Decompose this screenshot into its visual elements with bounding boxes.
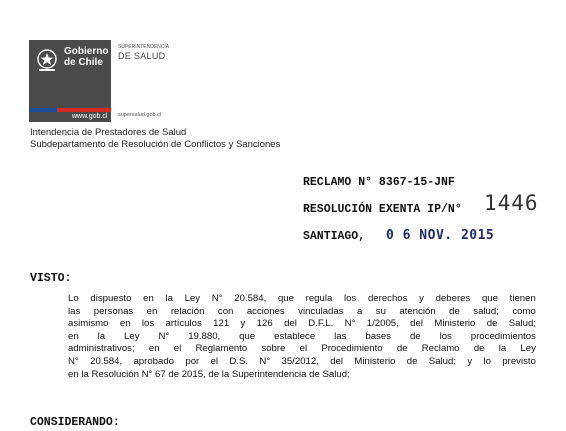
visto-line: asimismo en los artículos 121 y 126 del D.F.L. N° 1/2005, del Ministerio de Salud; bbox=[68, 318, 536, 330]
visto-line: las personas en relación con acciones vinculadas a su atención de salud; como bbox=[68, 305, 536, 317]
visto-line: N° 20.584, aprobado por el D.S. N° 35/2012, del Ministerio de Salud; y lo previsto bbox=[68, 355, 536, 367]
visto-line: en la Ley N° 19.880, que establece las bases de los procedimientos bbox=[68, 330, 536, 342]
logo-line-2: de Chile bbox=[64, 57, 103, 68]
considerando-heading: CONSIDERANDO: bbox=[30, 416, 120, 429]
coat-of-arms-icon bbox=[33, 46, 61, 74]
reclamo-number: RECLAMO N° 8367-15-JNF bbox=[303, 176, 455, 189]
visto-line: administrativos; en el Reglamento sobre el Procedimiento de Reclamo de la Ley bbox=[68, 343, 536, 355]
santiago-label: SANTIAGO, bbox=[303, 230, 366, 243]
visto-line: en la Resolución N° 67 de 2015, de la Superintendencia de Salud; bbox=[68, 368, 350, 380]
superintendencia-label: SUPERINTENDENCIA bbox=[118, 44, 170, 50]
date-stamp: 0 6 NOV. 2015 bbox=[386, 228, 495, 243]
visto-paragraph bbox=[68, 293, 536, 381]
superintendencia-name: DE SALUD bbox=[118, 51, 166, 61]
visto-line: Lo dispuesto en la Ley N° 20.584, que regula los derechos y deberes que tienen bbox=[68, 293, 536, 304]
logo-url: www.gob.cl bbox=[69, 112, 110, 122]
gobierno-de-chile-logo bbox=[29, 40, 111, 122]
intendencia-line: Intendencia de Prestadores de Salud bbox=[30, 127, 187, 138]
resolucion-number-handwritten: 1446 bbox=[484, 191, 539, 215]
visto-heading: VISTO: bbox=[30, 272, 72, 285]
superintendencia-url: supersalud.gob.cl bbox=[118, 112, 162, 118]
logo-line-1: Gobierno bbox=[64, 46, 109, 57]
subdepartamento-line: Subdepartamento de Resolución de Conflictos y Sanciones bbox=[30, 139, 281, 150]
resolucion-label: RESOLUCIÓN EXENTA IP/N° bbox=[303, 203, 462, 216]
logo-wordmark bbox=[64, 46, 108, 68]
